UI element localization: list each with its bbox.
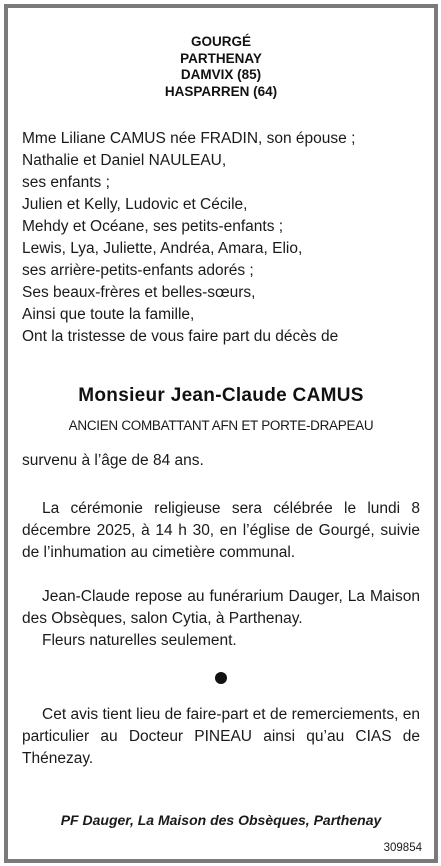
town-name: GOURGÉ (190, 34, 251, 49)
reference-number: 309854 (383, 842, 422, 854)
family-list (22, 128, 420, 348)
age-line: survenu à l’âge de 84 ans. (22, 452, 204, 469)
deceased-name: Monsieur Jean-Claude CAMUS (78, 385, 364, 406)
towns-header (8, 34, 434, 100)
town-name: PARTHENAY (180, 50, 262, 66)
obituary-notice (4, 4, 438, 863)
deceased-title: ANCIEN COMBATTANT AFN ET PORTE-DRAPEAU (68, 418, 374, 433)
family-line: ses enfants ; (22, 174, 110, 191)
family-line: ses arrière-petits-enfants adorés ; (22, 262, 254, 279)
family-line: Ainsi que toute la famille, (22, 306, 195, 323)
family-line: Mme Liliane CAMUS née FRADIN, son épouse ; (22, 130, 356, 147)
family-line: Ses beaux-frères et belles-sœurs, (22, 284, 256, 301)
bullet-separator (215, 672, 227, 684)
funeral-home-paragraph: Jean-Claude repose au funérarium Dauger, La Maison des Obsèques, salon Cytia, à Parthenay. (22, 588, 420, 627)
family-line: Julien et Kelly, Ludovic et Cécile, (22, 196, 248, 213)
family-line: Nathalie et Daniel NAULEAU, (22, 152, 227, 169)
family-line: Lewis, Lya, Juliette, Andréa, Amara, Elio, (22, 240, 303, 257)
town-name: HASPARREN (64) (164, 83, 278, 99)
town-name: DAMVIX (85) (180, 67, 262, 82)
family-line: Mehdy et Océane, ses petits-enfants ; (22, 218, 284, 235)
family-line: Ont la tristesse de vous faire part du décès de (22, 328, 339, 345)
flowers-paragraph: Fleurs naturelles seulement. (42, 632, 237, 649)
ceremony-paragraph: La cérémonie religieuse sera célébrée le lundi 8 décembre 2025, à 14 h 30, en l’église de Gourgé, suivie de l’inhumation au cimetière communal. (22, 500, 420, 561)
funeral-director-signature: PF Dauger, La Maison des Obsèques, Parthenay (60, 812, 382, 828)
thanks-paragraph: Cet avis tient lieu de faire-part et de remerciements, en particulier au Docteur PINEAU ainsi qu’au CIAS de Thénezay. (22, 706, 420, 767)
